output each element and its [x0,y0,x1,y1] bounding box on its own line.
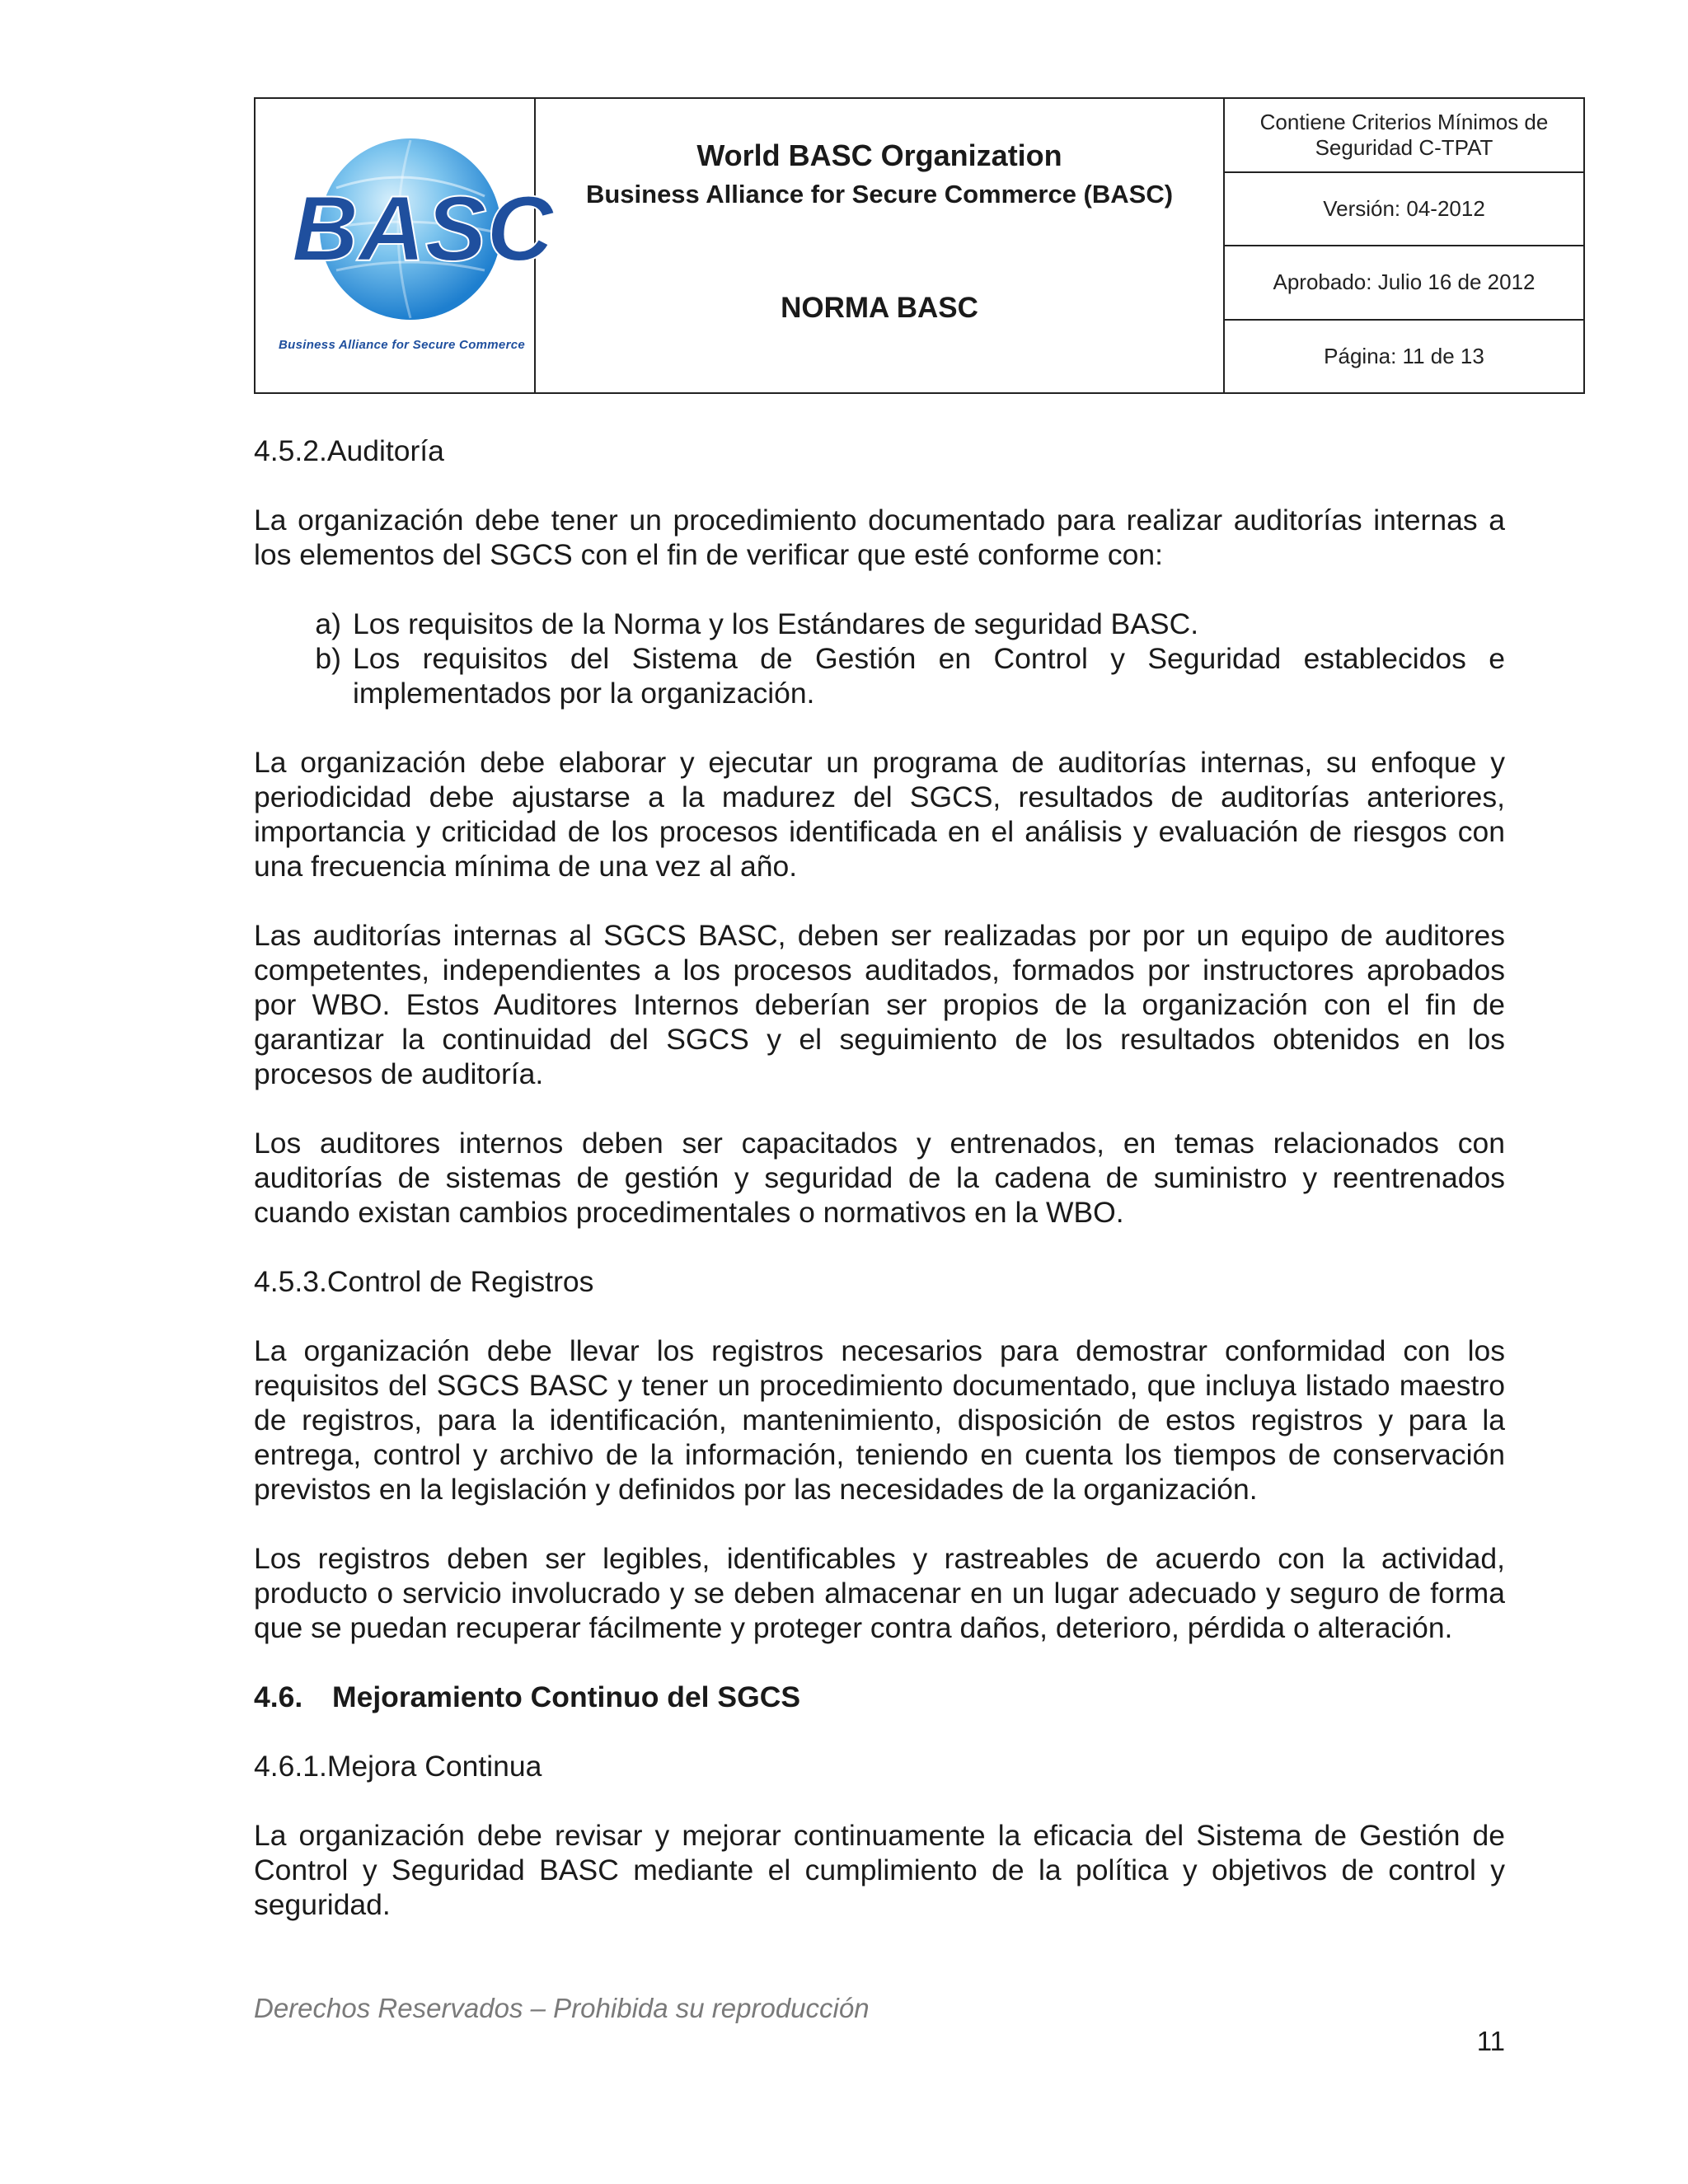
section-heading-4-6-1 [254,1749,1505,1783]
paragraph: La organización debe llevar los registros necesarios para demostrar conformidad con los requisitos del SGCS BASC y tener un procedimiento documentado, que incluya listado maestro de registros, para la identificación, mantenimiento, disposición de estos registros y para la entrega, control y archivo de la información, teniendo en cuenta los tiempos de conservación previstos en la legislación y definidos por las necesidades de la organización. [254,1334,1505,1506]
logo-caption: Business Alliance for Secure Commerce [279,338,525,352]
section-title: Control de Registros [326,1265,594,1298]
section-number: 4.5.2. [254,434,327,467]
requirements-list [254,607,1505,710]
list-item [254,607,1505,641]
section-number: 4.6.1. [254,1750,327,1783]
criteria-cell: Contiene Criterios Mínimos de Seguridad C-TPAT [1225,99,1583,173]
page-cell: Página: 11 de 13 [1324,343,1484,368]
approved-cell: Aprobado: Julio 16 de 2012 [1225,246,1583,321]
paragraph: Los registros deben ser legibles, identificables y rastreables de acuerdo con la actividad, producto o servicio involucrado y se deben almacenar en un lugar adecuado y seguro de forma que se puedan recuperar fácilmente y proteger contra daños, deterioro, pérdida o alteración. [254,1542,1505,1644]
organization-subtitle: Business Alliance for Secure Commerce (BASC) [585,180,1174,209]
paragraph: La organización debe revisar y mejorar continuamente la eficacia del Sistema de Gestión de Control y Seguridad BASC mediante el cumplimiento de la política y objetivos de control y seguridad. [254,1819,1505,1921]
norma-title: NORMA BASC [781,292,978,324]
section-title: Auditoría [326,434,444,467]
list-marker: b) [315,642,341,675]
version-cell: Versión: 04-2012 [1225,173,1583,247]
section-number: 4.5.3. [254,1265,327,1298]
list-text: Los requisitos del Sistema de Gestión en Control y Seguridad establecidos e implementados por la organización. [353,642,1505,710]
section-title: Mejoramiento Continuo del SGCS [332,1680,801,1713]
copyright-note: Derechos Reservados – Prohibida su reproducción [254,1993,870,2023]
document-info-column [1225,99,1583,392]
list-marker: a) [315,607,341,640]
logo-cell [256,99,554,392]
page-number: 11 [1476,2026,1505,2056]
section-number: 4.6. [254,1680,303,1713]
section-heading-4-6 [254,1680,1505,1714]
paragraph: Las auditorías internas al SGCS BASC, deben ser realizadas por por un equipo de auditores competentes, independientes a los procesos auditados, formados por instructores aprobados por WBO. Estos Auditores Internos deberían ser propios de la organización con el fin de garantizar la continuidad del SGCS y el seguimiento de los resultados obtenidos en los procesos de auditoría. [254,919,1505,1090]
list-text: Los requisitos de la Norma y los Estándares de seguridad BASC. [353,607,1199,640]
paragraph: Los auditores internos deben ser capacitados y entrenados, en temas relacionados con auditorías de sistemas de gestión y seguridad de la cadena de suministro y reentrenados cuando existan cambios procedimentales o normativos en la WBO. [254,1127,1505,1229]
basc-logo [287,130,554,328]
section-title: Mejora Continua [326,1750,542,1783]
list-item [254,641,1505,710]
paragraph: La organización debe elaborar y ejecutar un programa de auditorías internas, su enfoque y periodicidad debe ajustarse a la madurez del SGCS, resultados de auditorías anteriores, importancia y criticidad de los procesos identificada en el análisis y evaluación de riesgos con una frecuencia mínima de una vez al año. [254,746,1505,883]
section-heading-4-5-2 [254,434,1505,468]
organization-title: World BASC Organization [696,138,1062,172]
section-heading-4-5-3 [254,1264,1505,1299]
logo-text: BASC [292,177,554,280]
paragraph: La organización debe tener un procedimiento documentado para realizar auditorías internas a los elementos del SGCS con el fin de verificar que esté conforme con: [254,504,1505,571]
document-body [254,434,1505,1922]
document-header-table [254,97,1585,394]
title-cell [536,99,1225,392]
